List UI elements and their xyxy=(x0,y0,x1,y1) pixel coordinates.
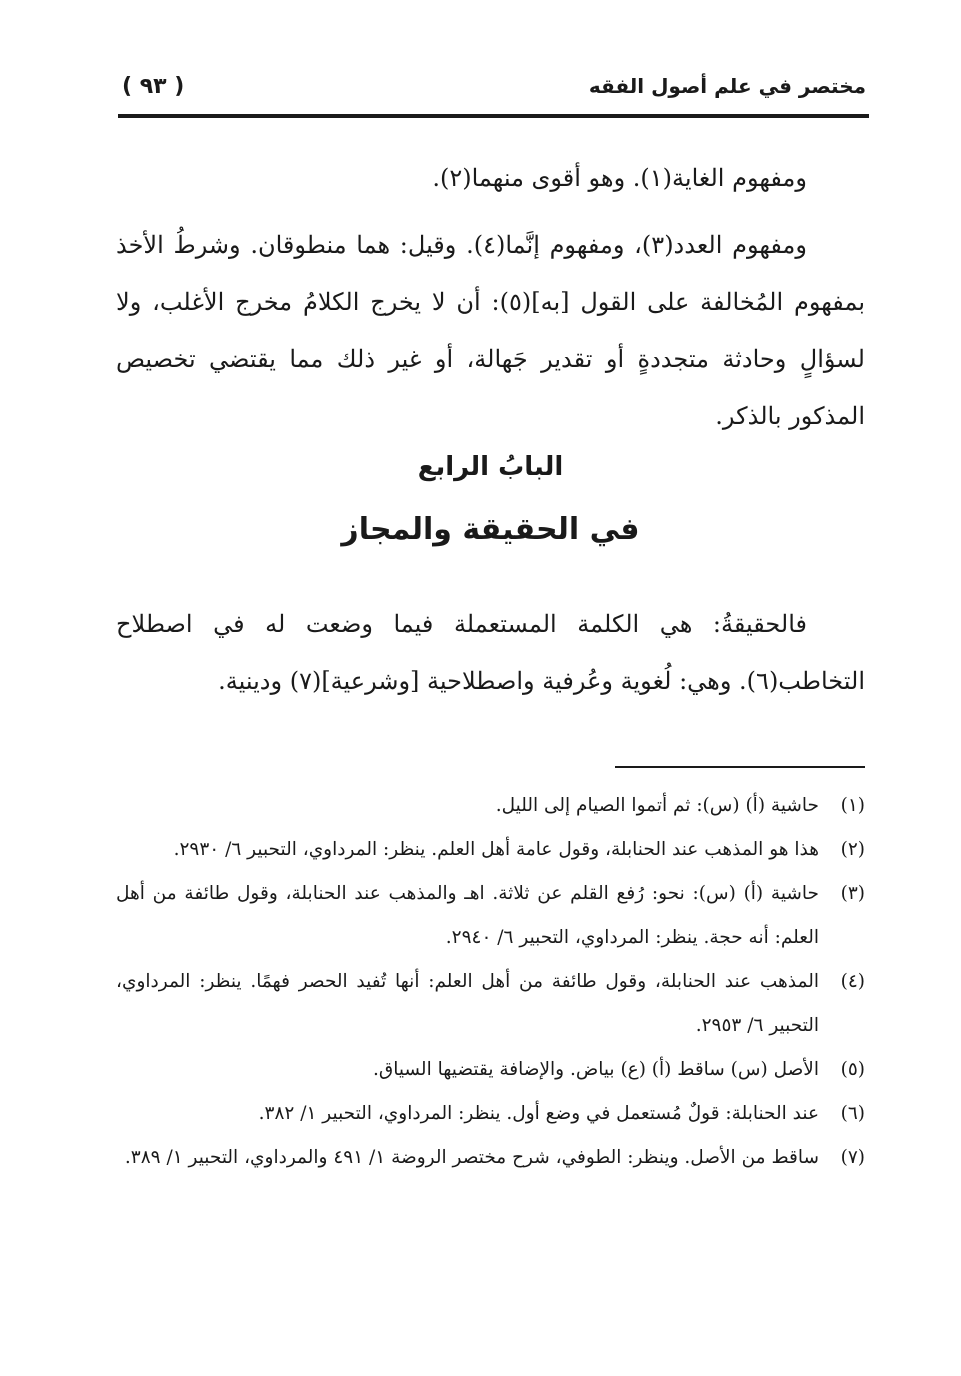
paragraph: ومفهوم الغاية(١). وهو أقوى منهما(٢). xyxy=(432,164,807,192)
footnote-number: (٣) xyxy=(840,883,865,904)
footnote xyxy=(116,960,865,1048)
chapter-title: في الحقيقة والمجاز xyxy=(341,512,640,547)
page-number: ( ٩٣ ) xyxy=(122,73,185,99)
footnote-number: (١) xyxy=(840,795,865,816)
chapter-text xyxy=(116,596,865,710)
footnote-text: حاشية (أ) (س): نحو: رُفع القلم عن ثلاثة. اهـ والمذهب عند الحنابلة، وقول طائفة من أهل العلم: أنه حجة. ينظر: المرداوي، التحبير ٦/ ٢٩٤٠. xyxy=(116,883,819,948)
paragraph: فالحقيقةُ: هي الكلمة المستعملة فيما وضعت له في اصطلاح التخاطب(٦). وهي: لُغوية وعُرفية واصطلاحية [وشرعية](٧) ودينية. xyxy=(116,610,865,695)
page-header xyxy=(122,66,866,106)
footnote-number: (٧) xyxy=(840,1147,865,1168)
footnotes xyxy=(116,784,865,1180)
footnote-number: (٦) xyxy=(840,1103,865,1124)
footnote xyxy=(116,828,865,872)
footnote-text: عند الحنابلة: قولٌ مُستعمل في وضع أول. ينظر: المرداوي، التحبير ١/ ٣٨٢. xyxy=(258,1103,819,1124)
main-text xyxy=(116,150,865,455)
paragraph: ومفهوم العدد(٣)، ومفهوم إنَّما(٤). وقيل: هما منطوقان. وشرطُ الأخذ بمفهوم المُخالفة على القول [به](٥): أن لا يخرج الكلامُ مخرج الأغلب، ولا لسؤالٍ وحادثة متجددةٍ أو تقدير جَهالة، أو غير ذلك مما يقتضي تخصيص المذكور بالذكر. xyxy=(116,231,865,430)
footnote-number: (٢) xyxy=(840,839,865,860)
footnote-text: المذهب عند الحنابلة، وقول طائفة من أهل العلم: أنها تُفيد الحصر فهمًا. ينظر: المرداوي، التحبير ٦/ ٢٩٥٣. xyxy=(116,971,819,1036)
book-title: مختصر في علم أصول الفقه xyxy=(588,74,866,98)
footnote xyxy=(116,1092,865,1136)
footnote-divider xyxy=(615,766,865,768)
footnote xyxy=(116,1048,865,1092)
footnote-number: (٥) xyxy=(840,1059,865,1080)
footnote-number: (٤) xyxy=(840,971,865,992)
footnote-text: هذا هو المذهب عند الحنابلة، وقول عامة أهل العلم. ينظر: المرداوي، التحبير ٦/ ٢٩٣٠. xyxy=(173,839,819,860)
footnote-text: الأصل (س) ساقط (أ) (ع) بياض. والإضافة يقتضيها السياق. xyxy=(372,1059,819,1080)
footnote xyxy=(116,784,865,828)
footnote xyxy=(116,1136,865,1180)
footnote-text: حاشية (أ) (س): ثم أتموا الصيام إلى الليل. xyxy=(495,795,819,816)
footnote-text: ساقط من الأصل. وينظر: الطوفي، شرح مختصر الروضة ١/ ٤٩١ والمرداوي، التحبير ١/ ٣٨٩. xyxy=(124,1147,819,1168)
footnote xyxy=(116,872,865,960)
chapter-label: البابُ الرابع xyxy=(417,452,564,482)
header-divider xyxy=(118,114,869,118)
